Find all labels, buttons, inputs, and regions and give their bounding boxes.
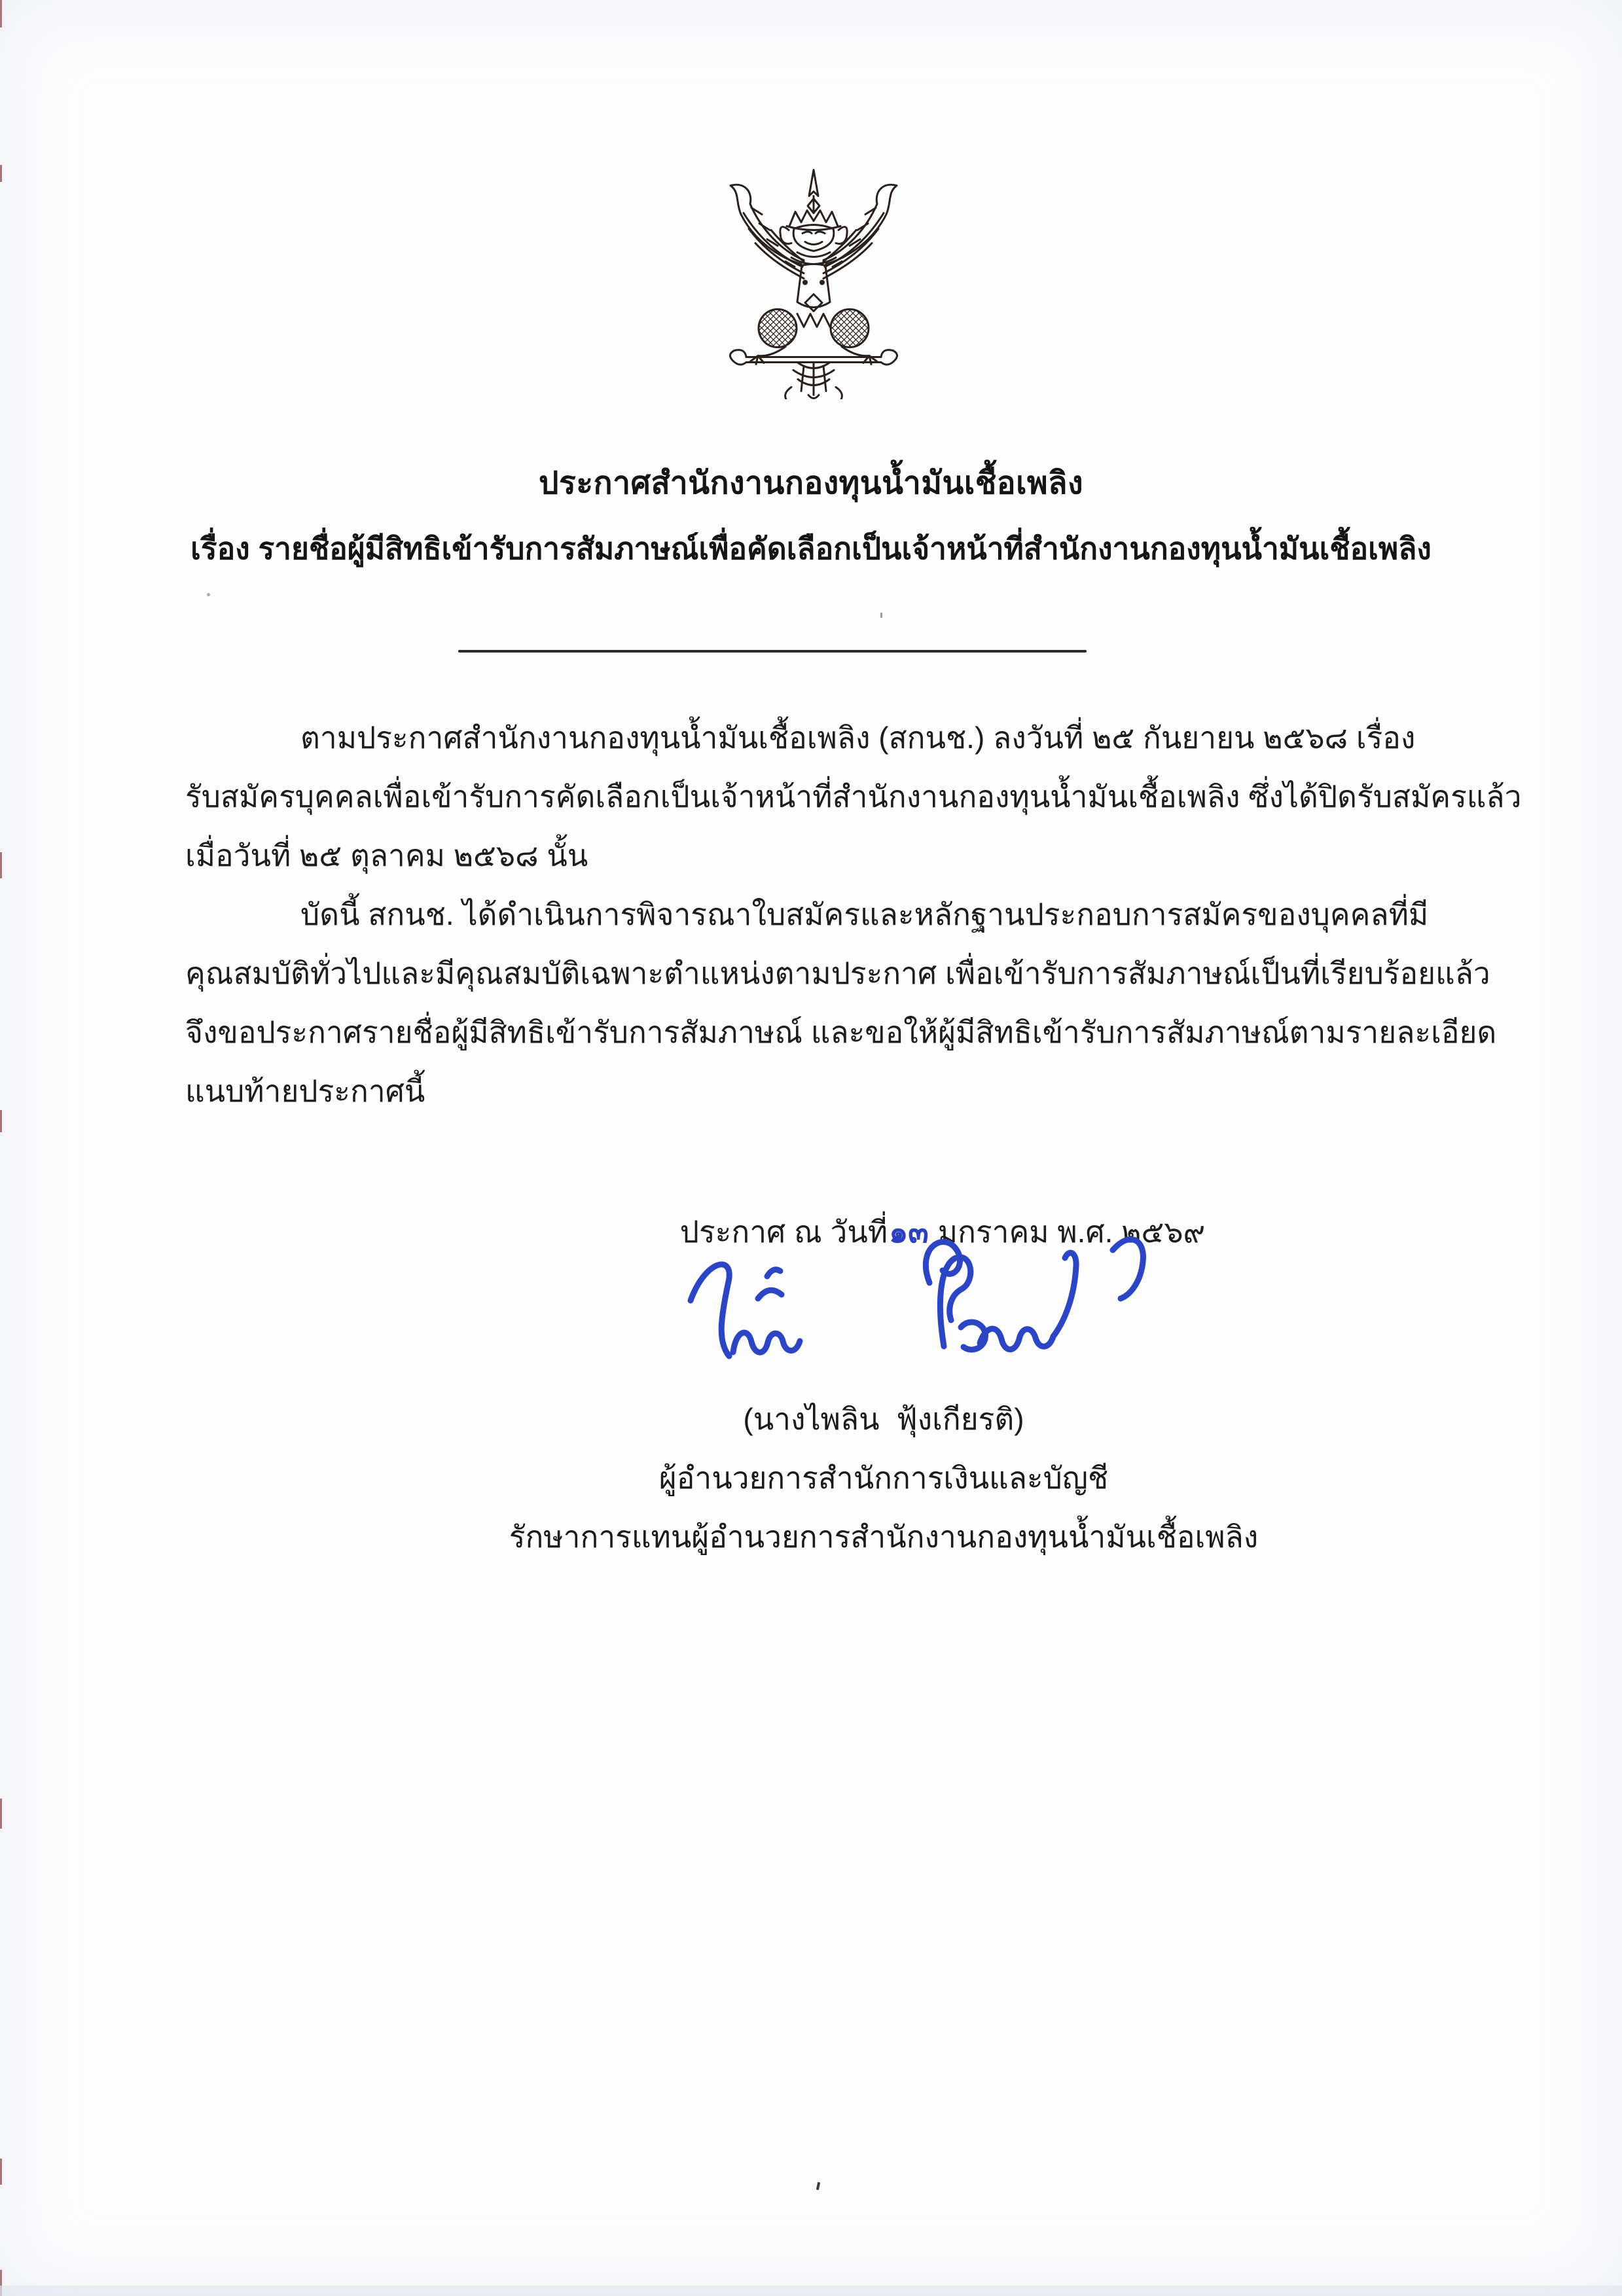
- date-day-handwritten: ๑๓: [889, 1215, 929, 1249]
- scan-speck: [207, 593, 210, 596]
- body-line: จึงขอประกาศรายชื่อผู้มีสิทธิเข้ารับการสัมภาษณ์ และขอให้ผู้มีสิทธิเข้ารับการสัมภาษณ์ตามรายละเอียด: [185, 1015, 1497, 1049]
- scan-edge-artifact: [0, 165, 2, 182]
- divider-line: [458, 650, 1087, 653]
- body-line: ตามประกาศสำนักงานกองทุนน้ำมันเชื้อเพลิง (สกนช.) ลงวันที่ ๒๕ กันยายน ๒๕๖๘ เรื่อง: [300, 721, 1416, 755]
- body-line: คุณสมบัติทั่วไปและมีคุณสมบัติเฉพาะตำแหน่งตามประกาศ เพื่อเข้ารับการสัมภาษณ์เป็นที่เรียบร้อยแล้ว: [185, 956, 1490, 990]
- body-line: รับสมัครบุคคลเพื่อเข้ารับการคัดเลือกเป็นเจ้าหน้าที่สำนักงานกองทุนน้ำมันเชื้อเพลิง ซึ่งได้ปิดรับสมัครแล้ว: [185, 780, 1522, 814]
- scan-edge-artifact: [0, 2159, 2, 2185]
- document-title: ประกาศสำนักงานกองทุนน้ำมันเชื้อเพลิง: [538, 466, 1084, 501]
- signatory-name: (นางไพลิน ฟุ้งเกียรติ): [743, 1402, 1024, 1436]
- document-subject: เรื่อง รายชื่อผู้มีสิทธิเข้ารับการสัมภาษณ์เพื่อคัดเลือกเป็นเจ้าหน้าที่สำนักงานกองทุนน้ำมันเชื้อเพลิง: [190, 531, 1432, 565]
- scan-speck: [880, 613, 882, 618]
- signatory-title-1: ผู้อำนวยการสำนักการเงินและบัญชี: [658, 1461, 1109, 1495]
- scan-speck: [816, 2182, 820, 2191]
- body-line: เมื่อวันที่ ๒๕ ตุลาคม ๒๕๖๘ นั้น: [185, 838, 588, 872]
- body-text: [185, 708, 1522, 1121]
- scan-bottom-shadow: [0, 2286, 1622, 2296]
- body-line: บัดนี้ สกนช. ได้ดำเนินการพิจารณาใบสมัครและหลักฐานประกอบการสมัครของบุคคลที่มี: [300, 897, 1429, 931]
- scan-edge-artifact: [0, 1799, 2, 1829]
- scan-edge-artifact: [0, 0, 2, 27]
- garuda-emblem-icon: [706, 165, 922, 399]
- scan-edge-artifact: [0, 1110, 2, 1132]
- signatory-title-2: รักษาการแทนผู้อำนวยการสำนักงานกองทุนน้ำมันเชื้อเพลิง: [509, 1520, 1259, 1554]
- date-prefix: ประกาศ ณ วันที่: [679, 1215, 888, 1249]
- date-suffix: มกราคม พ.ศ. ๒๕๖๙: [937, 1215, 1206, 1249]
- body-line: แนบท้ายประกาศนี้: [185, 1074, 425, 1108]
- signature-image: [655, 1219, 1165, 1412]
- scan-edge-artifact: [0, 852, 2, 878]
